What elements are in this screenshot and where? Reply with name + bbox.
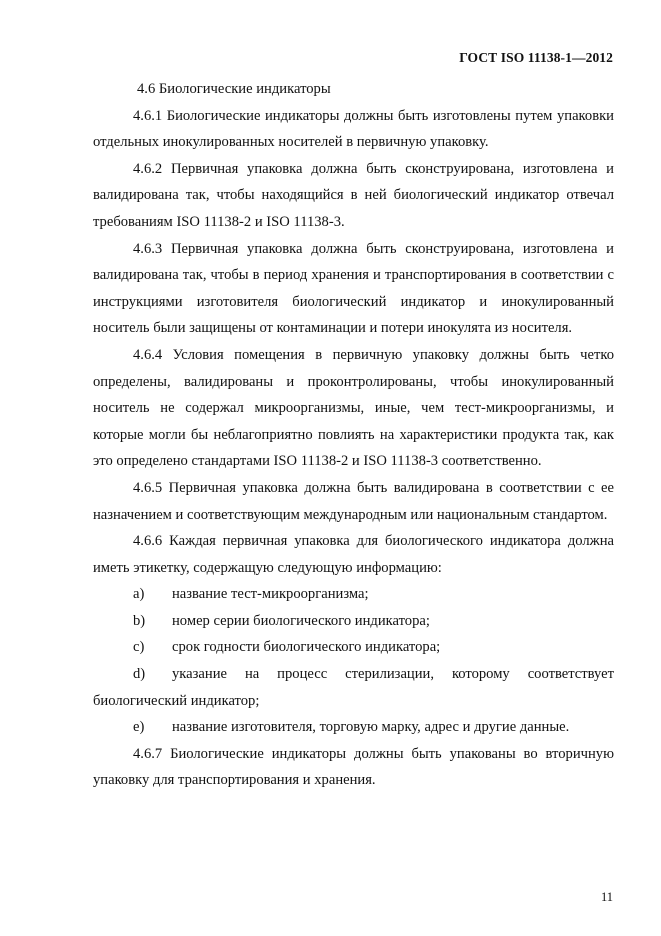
list-item-text: номер серии биологического индикатора; [172,612,430,629]
list-item-text: указание на процесс стерилизации, которому соответствует биологический индикатор; [93,666,614,709]
list-item-text: название изготовителя, торговую марку, адрес и другие данные. [172,719,570,736]
list-item [93,581,614,608]
paragraph-4-6-2: 4.6.2 Первичная упаковка должна быть сконструирована, изготовлена и валидирована так, чтобы находящийся в ней биологический индикатор отвечал требованиям ISO 11138-2 и ISO 11138-3. [93,160,614,230]
list-item-text: название тест-микроорганизма; [172,586,369,603]
list-item [93,714,614,741]
page-number: 11 [600,890,613,904]
list-marker: a) [133,586,145,603]
section-title: 4.6 Биологические индикаторы [137,81,331,97]
list-item-text: срок годности биологического индикатора; [172,639,441,656]
paragraph-4-6-1: 4.6.1 Биологические индикаторы должны быть изготовлены путем упаковки отдельных инокулированных носителей в первичную упаковку. [93,107,614,151]
paragraph-4-6-5: 4.6.5 Первичная упаковка должна быть валидирована в соответствии с ее назначением и соответствующим международным или национальным стандартом. [93,479,614,523]
standard-header: ГОСТ ISO 11138-1—2012 [459,50,613,65]
list-marker: d) [133,666,146,683]
document-body [93,76,614,794]
list-marker: c) [133,639,145,656]
paragraph-4-6-7: 4.6.7 Биологические индикаторы должны быть упакованы во вторичную упаковку для транспортирования и хранения. [93,745,614,789]
list-marker: e) [133,719,145,736]
list-item [93,634,614,661]
paragraph-4-6-4: 4.6.4 Условия помещения в первичную упаковку должны быть четко определены, валидированы и проконтролированы, чтобы инокулированный носитель не содержал микроорганизмы, иные, чем тест-микроорганизмы, и которые могли бы неблагоприятно повлиять на характеристики продукта так, как это определено стандартами ISO 11138-2 и ISO 11138-3 соответственно. [93,346,614,470]
list-item [93,661,614,714]
paragraph-4-6-6: 4.6.6 Каждая первичная упаковка для биологического индикатора должна иметь этикетку, содержащую следующую информацию: [93,533,614,576]
list-marker: b) [133,612,146,629]
paragraph-4-6-3: 4.6.3 Первичная упаковка должна быть сконструирована, изготовлена и валидирована так, чтобы в период хранения и транспортирования в соответствии с инструкциями изготовителя биологический индикатор и инокулированный носитель были защищены от контаминации и потери инокулята из носителя. [93,240,614,337]
list-item [93,608,614,635]
